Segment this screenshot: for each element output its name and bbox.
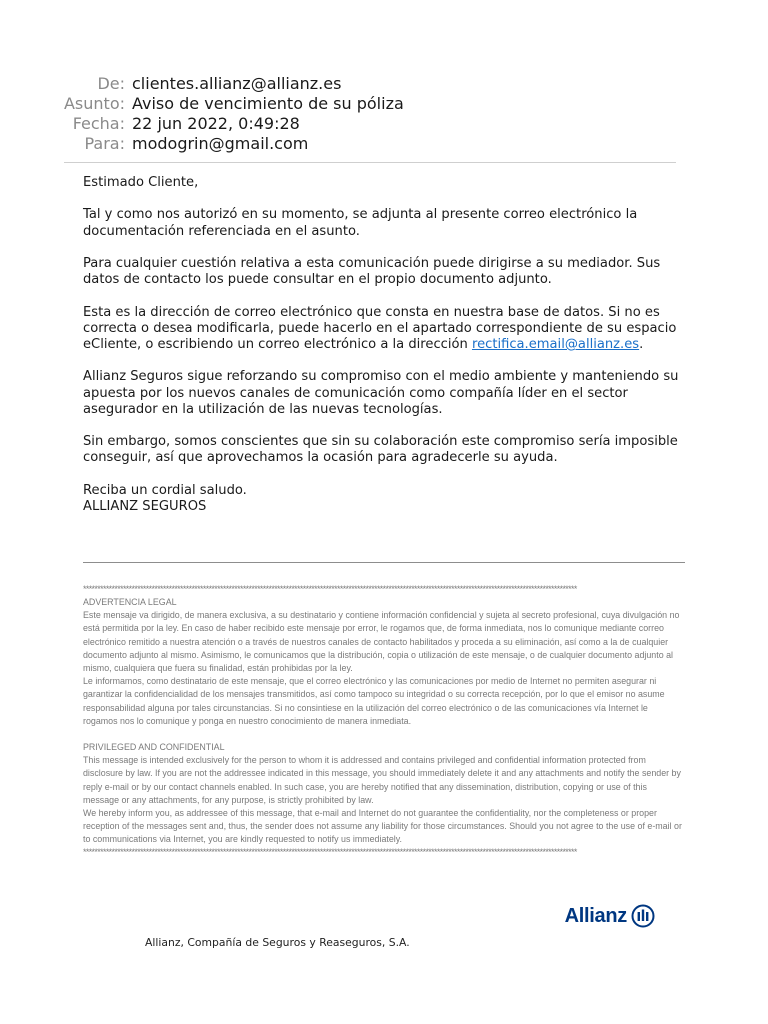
legal-title-es: ADVERTENCIA LEGAL xyxy=(83,597,177,607)
subject-value: Aviso de vencimiento de su póliza xyxy=(132,94,404,113)
subject-label: Asunto: xyxy=(63,94,125,113)
stars-top: ***************************************************************************************************************************************************************************** xyxy=(83,584,577,594)
to-row xyxy=(0,134,680,154)
logo-wordmark: Allianz xyxy=(564,904,627,927)
legal-en-paragraph-1: This message is intended exclusively for the person to whom it is addressed and contains privileged and confidential information protected from disclosure by law. If you are not the addressee indicated in this message, you should immediately delete it and any attachments and notify the sender by reply e-mail or by our contact channels enabled. In such case, you are hereby notified that any dissemination, distribution, copying or use of this message or any attachments, for any purpose, is strictly prohibited by law. xyxy=(83,755,681,805)
greeting: Estimado Cliente, xyxy=(83,175,199,190)
legal-notice xyxy=(83,584,683,857)
from-label: De: xyxy=(97,74,125,93)
email-body xyxy=(83,175,693,515)
footer-banner xyxy=(83,878,685,956)
header-divider xyxy=(64,162,676,163)
stars-bottom: ***************************************************************************************************************************************************************************** xyxy=(83,846,577,857)
from-value[interactable]: clientes.allianz@allianz.es xyxy=(132,74,342,93)
paragraph-email-text: Esta es la dirección de correo electrónico que consta en nuestra base de datos. Si no es correcta o desea modificarla, puede hacerlo en el apartado correspondiente de su espacio eCliente, o escribiendo un correo electrónico a la dirección xyxy=(83,304,677,352)
date-value: 22 jun 2022, 0:49:28 xyxy=(132,114,300,133)
paragraph-attachment: Tal y como nos autorizó en su momento, se adjunta al presente correo electrónico la documentación referenciada en el asunto. xyxy=(83,207,638,239)
paragraph-email-address xyxy=(83,305,693,354)
allianz-logo xyxy=(565,904,655,928)
date-row xyxy=(0,114,680,134)
subject-row xyxy=(0,94,680,114)
signature: ALLIANZ SEGUROS xyxy=(83,498,207,514)
paragraph-collaboration: Sin embargo, somos conscientes que sin su colaboración este compromiso sería imposible conseguir, así que aprovechamos la ocasión para agradecerle su ayuda. xyxy=(83,434,678,466)
legal-es-paragraph-2: Le informamos, como destinatario de este mensaje, que el correo electrónico y las comunicaciones por medio de Internet no permiten asegurar ni garantizar la confidencialidad de los mensajes transmitidos, así como tampoco su integridad o su correcta recepción, por lo que el emisor no asume responsabilidad alguna por tales circunstancias. Si no consintiese en la utilización del correo electrónico o de las comunicaciones vía Internet le rogamos nos lo comunique y ponga en nuestro conocimiento de manera inmediata. xyxy=(83,676,665,726)
to-label: Para: xyxy=(84,134,125,153)
paragraph-environment: Allianz Seguros sigue reforzando su compromiso con el medio ambiente y manteniendo su apuesta por los nuevos canales de comunicación como compañía líder en el sector asegurador en la utilización de las nuevas tecnologías. xyxy=(83,369,679,417)
rectify-email-link[interactable]: rectifica.email@allianz.es xyxy=(471,336,640,352)
legal-title-en: PRIVILEGED AND CONFIDENTIAL xyxy=(83,742,225,753)
paragraph-email-end: . xyxy=(639,336,644,352)
to-value[interactable]: modogrin@gmail.com xyxy=(132,134,309,153)
closing: Reciba un cordial saludo. xyxy=(83,482,247,498)
legal-en-paragraph-2: We hereby inform you, as addressee of this message, that e-mail and Internet do not guarantee the confidentiality, nor the completeness or proper reception of the messages sent and, thus, the sender does not assume any liability for those circumstances. Should you not agree to the use of e-mail or to communications via Internet, you are kindly requested to notify us immediately. xyxy=(83,808,682,845)
paragraph-mediator: Para cualquier cuestión relativa a esta comunicación puede dirigirse a su mediador. Sus datos de contacto los puede consultar en el propio documento adjunto. xyxy=(83,255,661,288)
footer-divider xyxy=(83,562,685,563)
from-row xyxy=(0,74,680,94)
company-name: Allianz, Compañía de Seguros y Reaseguros, S.A. xyxy=(145,936,410,949)
allianz-eagle-icon xyxy=(631,904,655,928)
legal-es-paragraph-1: Este mensaje va dirigido, de manera exclusiva, a su destinatario y contiene información confidencial y sujeta al secreto profesional, cuya divulgación no está permitida por la ley. En caso de haber recibido este mensaje por error, le rogamos que, de forma inmediata, nos lo comunique mediante correo electrónico remitido a nuestra atención o a través de nuestros canales de contacto habilitados y proceda a su eliminación, así como a la de cualquier documento adjunto al mismo. Asimismo, le comunicamos que la distribución, copia o utilización de este mensaje, o de cualquier documento adjunto al mismo, cualquiera que fuera su finalidad, están prohibidas por la ley. xyxy=(83,610,680,674)
email-header xyxy=(0,74,680,154)
date-label: Fecha: xyxy=(72,114,125,133)
